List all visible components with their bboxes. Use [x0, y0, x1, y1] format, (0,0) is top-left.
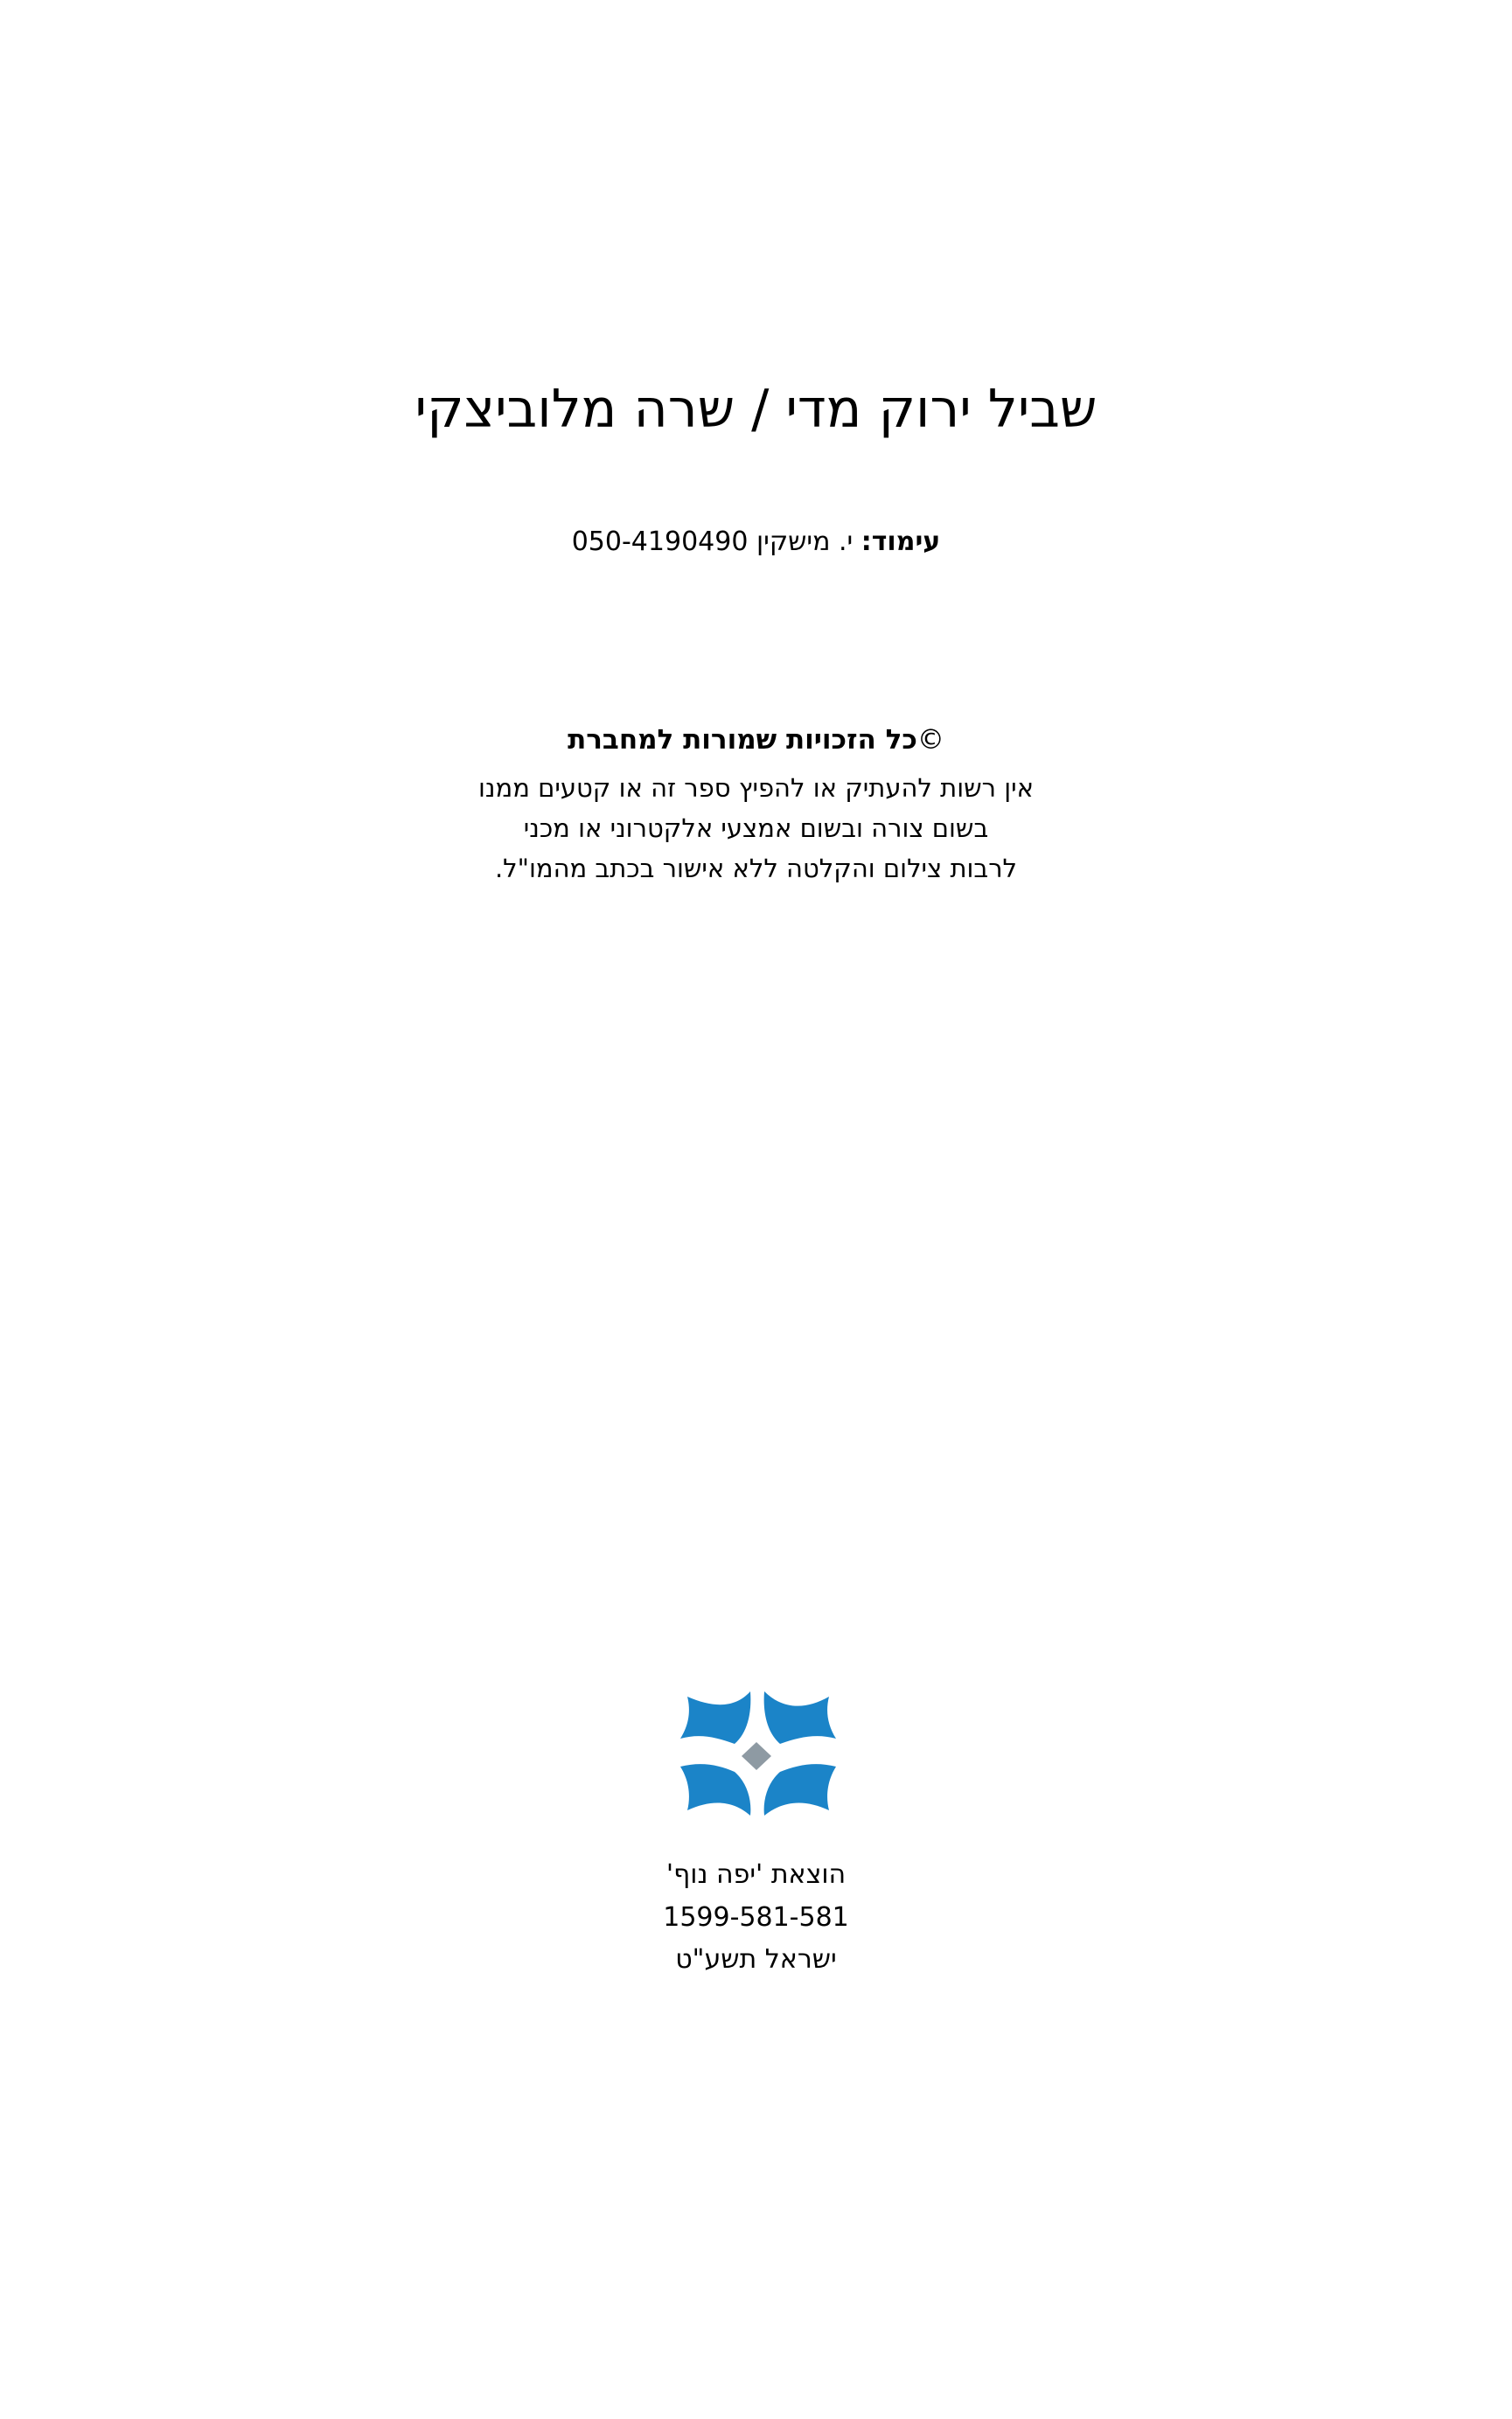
- publisher-phone: 1599-581-581: [663, 1901, 849, 1933]
- publisher-place-year: ישראל תשע"ט: [675, 1944, 837, 1976]
- copyright-block: [0, 719, 1512, 889]
- copyright-line: לרבות צילום והקלטה ללא אישור בכתב מהמו"ל.: [494, 853, 1018, 883]
- publisher-logo-wrap: [0, 1688, 1512, 1819]
- publisher-name: הוצאת 'יפה נוף': [665, 1859, 847, 1890]
- typesetting-credit: [0, 525, 1512, 559]
- copyright-icon: ©: [916, 724, 944, 756]
- copyright-heading-text: כל הזכויות שמורות למחברת: [568, 724, 917, 756]
- copyright-line: בשום צורה ובשום אמצעי אלקטרוני או מכני: [523, 812, 989, 843]
- credit-label: עימוד:: [861, 526, 941, 557]
- page-title: שביל ירוק מדי / שרה מלוביצקי: [415, 379, 1097, 440]
- publisher-logo-icon: [673, 1688, 840, 1819]
- credit-value: י. מישקין 050-4190490: [571, 526, 854, 557]
- title-block: [0, 378, 1512, 441]
- publisher-block: [0, 1854, 1512, 1982]
- copyright-heading-row: [0, 719, 1512, 762]
- copyright-line: אין רשות להעתיק או להפיץ ספר זה או קטעים ממנו: [477, 772, 1034, 803]
